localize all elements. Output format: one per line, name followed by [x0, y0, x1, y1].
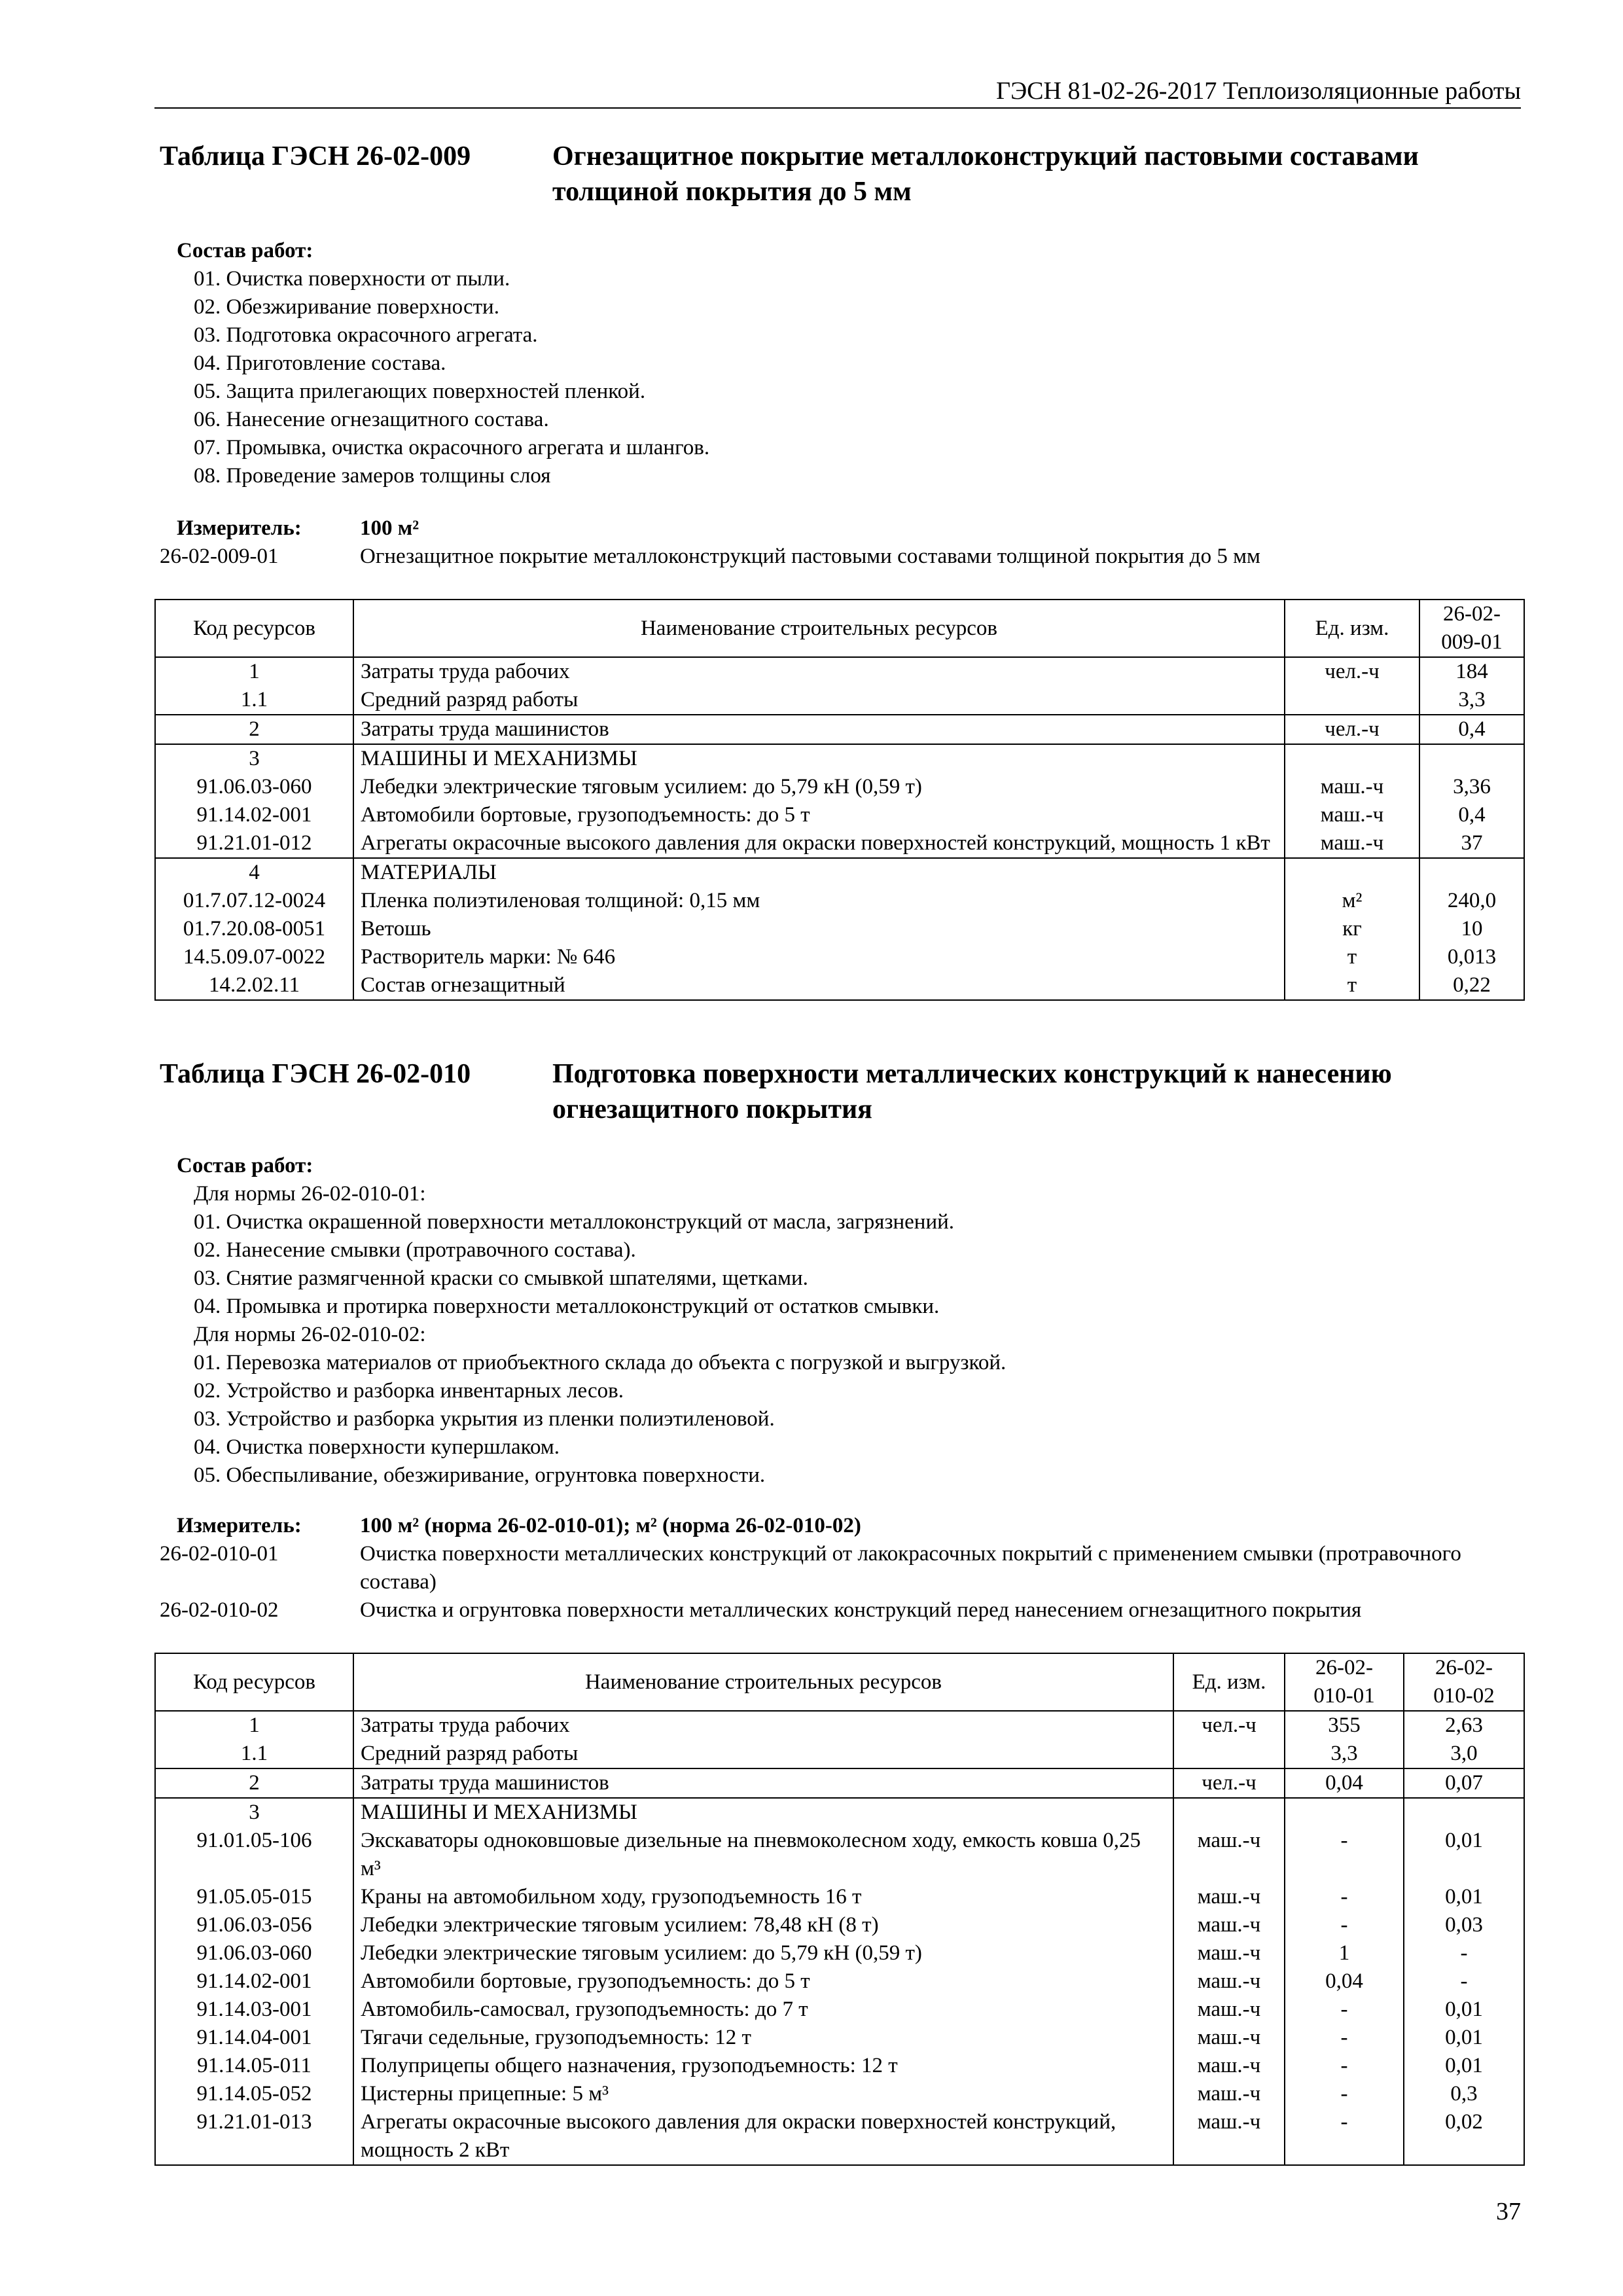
cell-code: 91.14.04-001	[155, 2024, 353, 2052]
cell-unit: маш.-ч	[1173, 2108, 1285, 2165]
table2-title: Подготовка поверхности металлических конструкций к нанесению огнезащитного покрытия	[552, 1059, 1392, 1124]
table-row	[155, 773, 1524, 801]
cell-unit: маш.-ч	[1173, 2052, 1285, 2080]
cell-v1: 10	[1419, 915, 1524, 943]
cell-v1: 0,04	[1285, 1768, 1404, 1798]
cell-v1: -	[1285, 1911, 1404, 1939]
cell-unit: чел.-ч	[1285, 715, 1419, 744]
cell-v1: 1	[1285, 1939, 1404, 1967]
cell-v2: 0,01	[1404, 2052, 1524, 2080]
table-row	[155, 1711, 1524, 1740]
cell-v2: 0,03	[1404, 1911, 1524, 1939]
cell-code: 91.06.03-060	[155, 773, 353, 801]
cell-v2: 0,01	[1404, 1883, 1524, 1911]
cell-v1	[1285, 1798, 1404, 1827]
cell-code: 91.14.03-001	[155, 1996, 353, 2024]
cell-name: Автомобили бортовые, грузоподъемность: до 5 т	[353, 801, 1285, 829]
cell-name: Агрегаты окрасочные высокого давления для окраски поверхностей конструкций, мощность 1 кВт	[353, 829, 1285, 858]
cell-name: Лебедки электрические тяговым усилием: 78,48 кН (8 т)	[353, 1911, 1173, 1939]
col-norm-2: 26-02-010-02	[1404, 1653, 1524, 1711]
table2-heading	[160, 1056, 1527, 1128]
work-item: 03. Подготовка окрасочного агрегата.	[194, 323, 538, 347]
cell-code: 1	[155, 657, 353, 686]
cell-unit: т	[1285, 971, 1419, 1000]
cell-name: Затраты труда рабочих	[353, 657, 1285, 686]
running-header-title: ГЭСН 81-02-26-2017 Теплоизоляционные работы	[996, 77, 1521, 105]
running-header	[154, 72, 1521, 109]
cell-code: 91.14.05-052	[155, 2080, 353, 2108]
work-item: 04. Приготовление состава.	[194, 351, 446, 375]
cell-unit: маш.-ч	[1173, 2080, 1285, 2108]
cell-code: 3	[155, 1798, 353, 1827]
work-item: Для нормы 26-02-010-02:	[194, 1323, 426, 1346]
work-item: 01. Очистка окрашенной поверхности металлоконструкций от масла, загрязнений.	[194, 1210, 955, 1234]
cell-name: Ветошь	[353, 915, 1285, 943]
cell-v2: -	[1404, 1967, 1524, 1996]
cell-code: 01.7.07.12-0024	[155, 887, 353, 915]
cell-v2: 0,01	[1404, 1827, 1524, 1883]
cell-unit	[1285, 686, 1419, 715]
cell-code: 91.06.03-060	[155, 1939, 353, 1967]
work-item: 02. Обезжиривание поверхности.	[194, 295, 499, 319]
cell-unit: маш.-ч	[1285, 829, 1419, 858]
measure-value: 100 м²	[360, 516, 419, 540]
cell-code: 91.14.02-001	[155, 801, 353, 829]
cell-v1: 355	[1285, 1711, 1404, 1740]
cell-unit: маш.-ч	[1173, 1883, 1285, 1911]
cell-name: Экскаваторы одноковшовые дизельные на пневмоколесном ходу, емкость ковша 0,25 м³	[353, 1827, 1173, 1883]
work-item: 02. Устройство и разборка инвентарных лесов.	[194, 1379, 624, 1403]
cell-name: Затраты труда машинистов	[353, 715, 1285, 744]
cell-v2: 0,01	[1404, 1996, 1524, 2024]
cell-unit: маш.-ч	[1173, 1827, 1285, 1883]
table-row	[155, 1798, 1524, 1827]
cell-v2: 0,07	[1404, 1768, 1524, 1798]
cell-name: Полуприцепы общего назначения, грузоподъемность: 12 т	[353, 2052, 1173, 2080]
table-row	[155, 943, 1524, 971]
work-item: 03. Снятие размягченной краски со смывкой шпателями, щетками.	[194, 1266, 808, 1290]
cell-name: Тягачи седельные, грузоподъемность: 12 т	[353, 2024, 1173, 2052]
table-row	[155, 801, 1524, 829]
table1-label: Таблица ГЭСН 26-02-009	[160, 141, 471, 171]
cell-v1: 184	[1419, 657, 1524, 686]
cell-unit: т	[1285, 943, 1419, 971]
cell-v1: -	[1285, 1827, 1404, 1883]
col-unit: Ед. изм.	[1285, 600, 1419, 657]
col-code: Код ресурсов	[155, 1653, 353, 1711]
table1-work-heading: Состав работ:	[177, 239, 313, 262]
cell-unit: маш.-ч	[1173, 1996, 1285, 2024]
table-row	[155, 829, 1524, 858]
cell-v2: 0,01	[1404, 2024, 1524, 2052]
cell-name: Лебедки электрические тяговым усилием: до 5,79 кН (0,59 т)	[353, 1939, 1173, 1967]
cell-v1: 0,4	[1419, 801, 1524, 829]
cell-v1: -	[1285, 1996, 1404, 2024]
table-row	[155, 1768, 1524, 1798]
table1-title: Огнезащитное покрытие металлоконструкций пастовыми составами толщиной покрытия до 5 мм	[552, 141, 1419, 207]
work-item: 07. Промывка, очистка окрасочного агрегата и шлангов.	[194, 436, 710, 459]
cell-code: 91.05.05-015	[155, 1883, 353, 1911]
work-item: 04. Промывка и протирка поверхности металлоконструкций от остатков смывки.	[194, 1295, 940, 1318]
work-item: 04. Очистка поверхности купершлаком.	[194, 1435, 560, 1459]
cell-v1: 0,013	[1419, 943, 1524, 971]
table-row	[155, 2024, 1524, 2052]
table1-measure	[160, 514, 1527, 571]
cell-name: Средний разряд работы	[353, 686, 1285, 715]
table1-work-list	[177, 265, 709, 490]
table2-body	[155, 1711, 1524, 2165]
cell-unit: маш.-ч	[1173, 2024, 1285, 2052]
cell-name: Цистерны прицепные: 5 м³	[353, 2080, 1173, 2108]
work-item: 05. Обеспыливание, обезжиривание, огрунтовка поверхности.	[194, 1463, 766, 1487]
cell-code: 4	[155, 858, 353, 887]
norm-text: Очистка поверхности металлических конструкций от лакокрасочных покрытий с применением смывки (протравочного состава)	[360, 1542, 1461, 1594]
cell-code: 3	[155, 744, 353, 773]
cell-v2: 0,02	[1404, 2108, 1524, 2165]
norm-code: 26-02-010-01	[160, 1542, 279, 1566]
norm-code: 26-02-009-01	[160, 545, 279, 568]
cell-name: Автомобиль-самосвал, грузоподъемность: до 7 т	[353, 1996, 1173, 2024]
table2-measure	[160, 1512, 1527, 1624]
cell-name: Затраты труда машинистов	[353, 1768, 1173, 1798]
table1-work-composition	[177, 237, 709, 490]
cell-code: 2	[155, 715, 353, 744]
cell-v1	[1419, 858, 1524, 887]
cell-name: Краны на автомобильном ходу, грузоподъемность 16 т	[353, 1883, 1173, 1911]
cell-v1: -	[1285, 2108, 1404, 2165]
cell-name: Затраты труда рабочих	[353, 1711, 1173, 1740]
table-row	[155, 858, 1524, 887]
work-item: Для нормы 26-02-010-01:	[194, 1182, 426, 1206]
cell-code: 91.06.03-056	[155, 1911, 353, 1939]
norm-text: Огнезащитное покрытие металлоконструкций пастовыми составами толщиной покрытия до 5 мм	[360, 545, 1260, 568]
col-code: Код ресурсов	[155, 600, 353, 657]
cell-v1: 240,0	[1419, 887, 1524, 915]
cell-name: Средний разряд работы	[353, 1740, 1173, 1768]
cell-code: 01.7.20.08-0051	[155, 915, 353, 943]
col-norm-1: 26-02-009-01	[1419, 600, 1524, 657]
work-item: 08. Проведение замеров толщины слоя	[194, 464, 551, 488]
cell-unit: маш.-ч	[1285, 773, 1419, 801]
work-item: 01. Перевозка материалов от приобъектного склада до объекта с погрузкой и выгрузкой.	[194, 1351, 1007, 1374]
col-name: Наименование строительных ресурсов	[353, 1653, 1173, 1711]
table1-body	[155, 657, 1524, 1000]
table-row	[155, 1996, 1524, 2024]
work-item: 06. Нанесение огнезащитного состава.	[194, 408, 549, 431]
table-row	[155, 686, 1524, 715]
cell-code: 91.14.05-011	[155, 2052, 353, 2080]
cell-v2: 0,3	[1404, 2080, 1524, 2108]
cell-v2: -	[1404, 1939, 1524, 1967]
work-item: 02. Нанесение смывки (протравочного состава).	[194, 1238, 636, 1262]
norm-code: 26-02-010-02	[160, 1598, 279, 1622]
table-row	[155, 1967, 1524, 1996]
measure-label: Измеритель:	[177, 1514, 302, 1537]
table-row	[155, 744, 1524, 773]
cell-v1: -	[1285, 1883, 1404, 1911]
measure-label: Измеритель:	[177, 516, 302, 540]
table-row	[155, 657, 1524, 686]
table1-heading	[160, 139, 1527, 211]
cell-unit	[1285, 858, 1419, 887]
cell-v1: -	[1285, 2024, 1404, 2052]
cell-name: МАШИНЫ И МЕХАНИЗМЫ	[353, 744, 1285, 773]
cell-unit: маш.-ч	[1173, 1911, 1285, 1939]
cell-name: Лебедки электрические тяговым усилием: до 5,79 кН (0,59 т)	[353, 773, 1285, 801]
table-row	[155, 887, 1524, 915]
cell-unit: маш.-ч	[1173, 1939, 1285, 1967]
cell-name: МАШИНЫ И МЕХАНИЗМЫ	[353, 1798, 1173, 1827]
cell-name: Состав огнезащитный	[353, 971, 1285, 1000]
work-item: 01. Очистка поверхности от пыли.	[194, 267, 510, 291]
cell-v1: -	[1285, 2052, 1404, 2080]
col-unit: Ед. изм.	[1173, 1653, 1285, 1711]
table-row	[155, 915, 1524, 943]
cell-unit: м²	[1285, 887, 1419, 915]
cell-code: 91.01.05-106	[155, 1827, 353, 1883]
norm-text: Очистка и огрунтовка поверхности металлических конструкций перед нанесением огнезащитного покрытия	[360, 1598, 1362, 1622]
table-row	[155, 1827, 1524, 1883]
table-row	[155, 1740, 1524, 1768]
cell-unit	[1173, 1740, 1285, 1768]
table-row	[155, 1939, 1524, 1967]
table2-work-composition	[177, 1152, 1006, 1490]
table-row	[155, 2052, 1524, 2080]
col-norm-1: 26-02-010-01	[1285, 1653, 1404, 1711]
table-row	[155, 971, 1524, 1000]
cell-v1: 37	[1419, 829, 1524, 858]
cell-name: Автомобили бортовые, грузоподъемность: до 5 т	[353, 1967, 1173, 1996]
cell-v1: 3,3	[1419, 686, 1524, 715]
cell-code: 91.14.02-001	[155, 1967, 353, 1996]
cell-v1: 0,22	[1419, 971, 1524, 1000]
cell-unit	[1173, 1798, 1285, 1827]
cell-unit	[1285, 744, 1419, 773]
cell-unit: маш.-ч	[1173, 1967, 1285, 1996]
col-name: Наименование строительных ресурсов	[353, 600, 1285, 657]
table2-label: Таблица ГЭСН 26-02-010	[160, 1059, 471, 1089]
cell-code: 91.21.01-013	[155, 2108, 353, 2165]
table-row	[155, 715, 1524, 744]
work-item: 03. Устройство и разборка укрытия из пленки полиэтиленовой.	[194, 1407, 775, 1431]
cell-code: 14.2.02.11	[155, 971, 353, 1000]
cell-code: 91.21.01-012	[155, 829, 353, 858]
cell-unit: кг	[1285, 915, 1419, 943]
cell-unit: чел.-ч	[1173, 1711, 1285, 1740]
work-item: 05. Защита прилегающих поверхностей пленкой.	[194, 380, 646, 403]
cell-v2: 2,63	[1404, 1711, 1524, 1740]
cell-v1: 0,04	[1285, 1967, 1404, 1996]
table2-work-list	[177, 1180, 1006, 1490]
cell-code: 1.1	[155, 1740, 353, 1768]
cell-code: 1.1	[155, 686, 353, 715]
cell-name: Агрегаты окрасочные высокого давления для окраски поверхностей конструкций, мощность 2 кВт	[353, 2108, 1173, 2165]
cell-v2: 3,0	[1404, 1740, 1524, 1768]
cell-v2	[1404, 1798, 1524, 1827]
cell-unit: чел.-ч	[1285, 657, 1419, 686]
measure-value: 100 м² (норма 26-02-010-01); м² (норма 26-02-010-02)	[360, 1514, 861, 1537]
cell-v1: 3,3	[1285, 1740, 1404, 1768]
cell-v1: -	[1285, 2080, 1404, 2108]
cell-unit: маш.-ч	[1285, 801, 1419, 829]
page-number: 37	[1496, 2198, 1521, 2225]
cell-name: Растворитель марки: № 646	[353, 943, 1285, 971]
cell-code: 1	[155, 1711, 353, 1740]
table-row	[155, 1883, 1524, 1911]
cell-code: 2	[155, 1768, 353, 1798]
table2-work-heading: Состав работ:	[177, 1154, 313, 1177]
table-row	[155, 2108, 1524, 2165]
cell-code: 14.5.09.07-0022	[155, 943, 353, 971]
cell-unit: чел.-ч	[1173, 1768, 1285, 1798]
table-row	[155, 2080, 1524, 2108]
cell-v1: 3,36	[1419, 773, 1524, 801]
cell-name: МАТЕРИАЛЫ	[353, 858, 1285, 887]
cell-v1: 0,4	[1419, 715, 1524, 744]
cell-name: Пленка полиэтиленовая толщиной: 0,15 мм	[353, 887, 1285, 915]
table-row	[155, 1911, 1524, 1939]
table2-resources	[154, 1653, 1525, 2166]
cell-v1	[1419, 744, 1524, 773]
table1-resources	[154, 599, 1525, 1001]
